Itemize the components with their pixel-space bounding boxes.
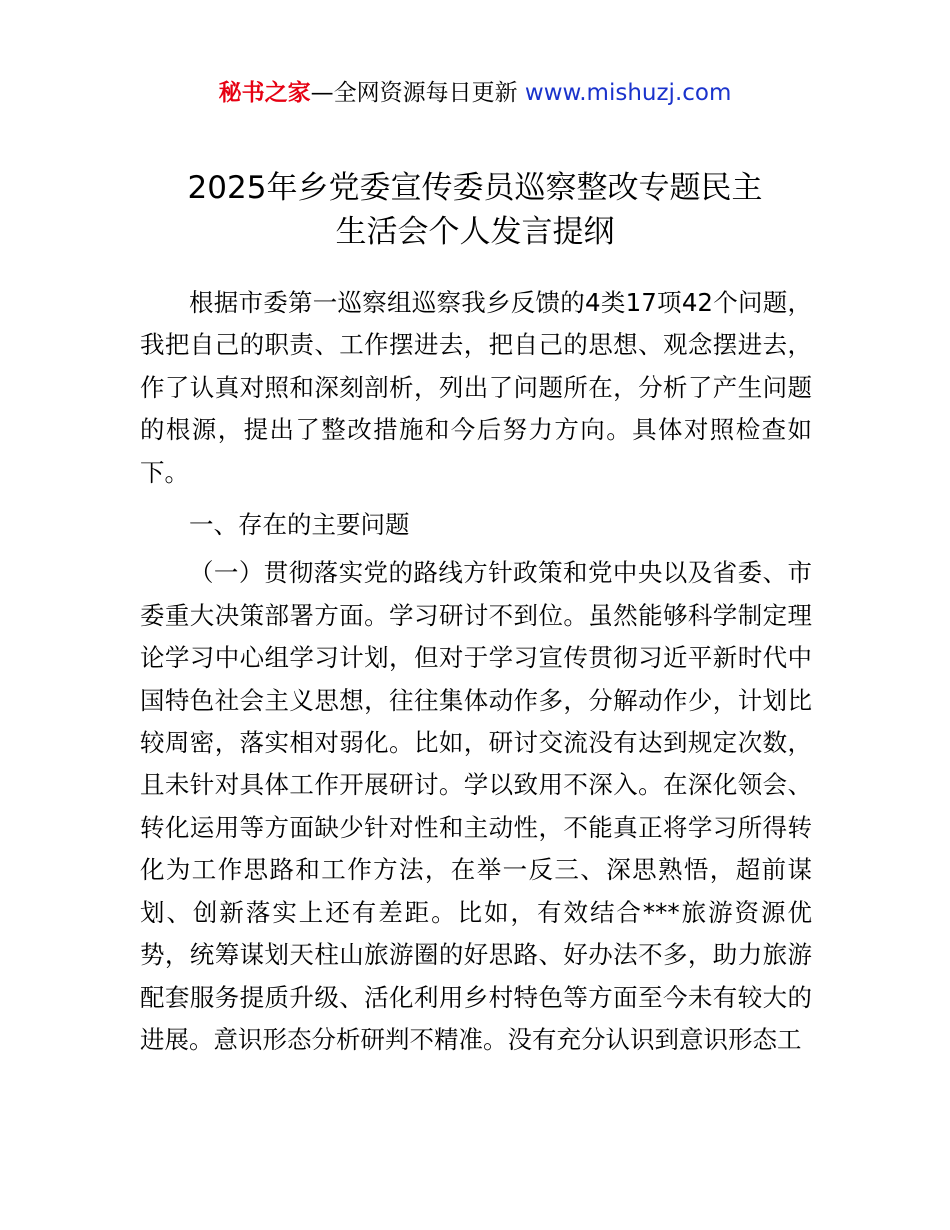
site-slogan: —全网资源每日更新 bbox=[310, 80, 525, 106]
document-body bbox=[140, 282, 812, 1061]
intro-paragraph: 根据市委第一巡察组巡察我乡反馈的4类17项42个问题，我把自己的职责、工作摆进去，把自己的思想、观念摆进去，作了认真对照和深刻剖析，列出了问题所在，分析了产生问题的根源，提出了整改措施和今后努力方向。具体对照检查如下。 bbox=[140, 288, 812, 487]
title-line-2: 生活会个人发言提纲 bbox=[335, 214, 615, 250]
section-heading: 一、存在的主要问题 bbox=[189, 510, 410, 540]
item-paragraph: （一）贯彻落实党的路线方针政策和党中央以及省委、市委重大决策部署方面。学习研讨不到位。虽然能够科学制定理论学习中心组学习计划，但对于学习宣传贯彻习近平新时代中国特色社会主义思想，往往集体动作多，分解动作少，计划比较周密，落实相对弱化。比如，研讨交流没有达到规定次数，且未针对具体工作开展研讨。学以致用不深入。在深化领会、转化运用等方面缺少针对性和主动性，不能真正将学习所得转化为工作思路和工作方法，在举一反三、深思熟悟，超前谋划、创新落实上还有差距。比如，有效结合***旅游资源优势，统筹谋划天柱山旅游圈的好思路、好办法不多，助力旅游配套服务提质升级、活化利用乡村特色等方面至今未有较大的进展。意识形态分析研判不精准。没有充分认识到意识形态工 bbox=[140, 558, 812, 1054]
site-url-link[interactable]: www.mishuzj.com bbox=[524, 80, 732, 106]
site-header bbox=[0, 76, 950, 110]
title-line-1: 2025年乡党委宣传委员巡察整改专题民主 bbox=[187, 170, 763, 206]
document-title bbox=[0, 166, 950, 254]
site-brand: 秘书之家 bbox=[218, 80, 311, 106]
